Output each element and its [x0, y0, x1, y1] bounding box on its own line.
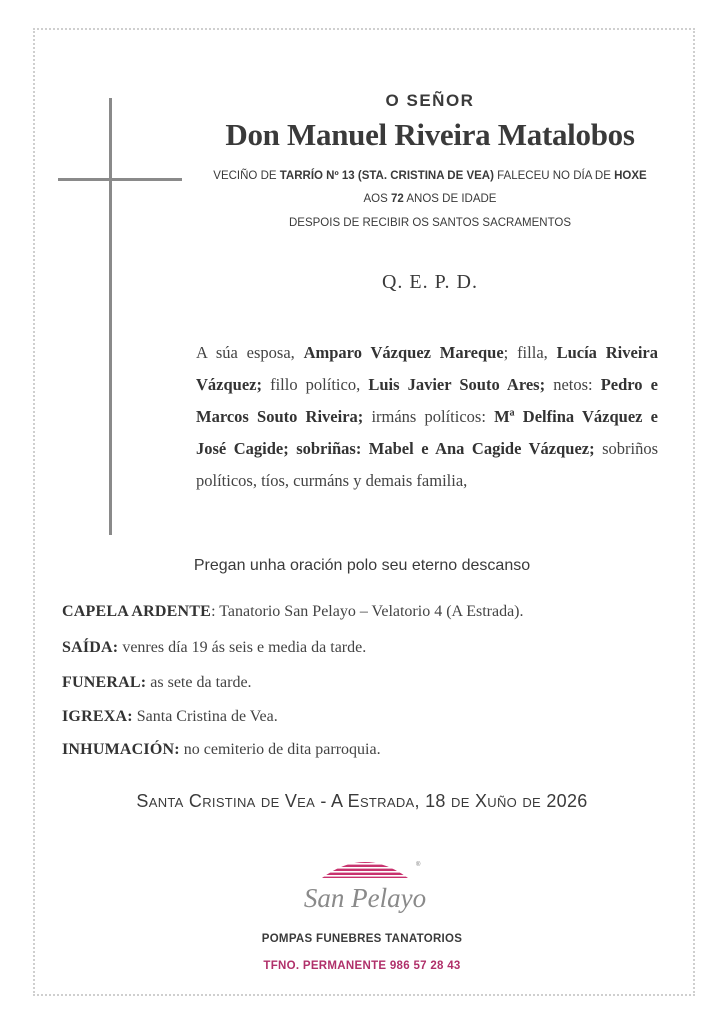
family-name: Luis Javier Souto Ares; [368, 375, 546, 394]
info-label: SAÍDA: [62, 639, 119, 656]
text-segment: ; filla, [503, 343, 557, 362]
family-name: Lucía Riveira Vázquez; [196, 343, 658, 394]
family-name: Mª Delfina Vázquez e José Cagide; sobriñas: Mabel e Ana Cagide Vázquez; [196, 407, 658, 458]
info-text: as sete da tarde. [150, 674, 252, 691]
text-segment: A súa esposa, [196, 343, 304, 362]
info-text: no cemiterio de dita parroquia. [183, 741, 381, 758]
age-line [190, 193, 670, 205]
registered-mark: ® [416, 862, 421, 868]
info-text: venres día 19 ás seis e media da tarde. [122, 639, 367, 656]
info-label: CAPELA ARDENTE [62, 603, 212, 620]
info-label: IGREXA: [62, 708, 133, 725]
info-funeral [62, 674, 252, 692]
text-segment: irmáns políticos: [363, 407, 495, 426]
age-value: 72 [391, 193, 404, 205]
heading-title: O SEÑOR [385, 91, 475, 110]
info-burial [62, 741, 381, 759]
text-segment: VECIÑO DE [213, 170, 280, 182]
info-church [62, 708, 278, 726]
info-departure [62, 639, 366, 657]
cross-horizontal-bar [58, 178, 182, 181]
info-text: Santa Cristina de Vea. [136, 708, 278, 725]
info-label: INHUMACIÓN: [62, 741, 180, 758]
text-segment: ANOS DE IDADE [403, 193, 497, 205]
info-label: FUNERAL: [62, 674, 147, 691]
text-segment: fillo político, [261, 375, 369, 394]
san-pelayo-logo [290, 852, 440, 917]
residence-line [190, 170, 670, 182]
logo-wordmark: San Pelayo [303, 883, 427, 913]
death-day: HOXE [614, 170, 647, 182]
brand-tagline: POMPAS FUNEBRES TANATORIOS [261, 933, 463, 945]
place-and-date: Santa Cristina de Vea - A Estrada, 18 de Xuño de 2026 [136, 791, 588, 811]
text-segment: sobriños políticos, tíos, curmáns y demais familia, [196, 439, 659, 490]
family-paragraph [196, 337, 658, 497]
family-name: Amparo Vázquez Mareque [303, 343, 504, 362]
prayer-line: Pregan unha oración polo seu eterno descanso [193, 557, 531, 574]
logo-sunset-icon [318, 862, 412, 878]
info-chapel [62, 603, 524, 621]
text-segment: AOS [363, 193, 391, 205]
sacraments-line: DESPOIS DE RECIBIR OS SANTOS SACRAMENTOS [288, 217, 572, 229]
phone-number: TFNO. PERMANENTE 986 57 28 43 [263, 960, 461, 972]
text-segment: FALECEU NO DÍA DE [493, 170, 615, 182]
address: TARRÍO Nº 13 (STA. CRISTINA DE VEA) [279, 170, 494, 182]
info-sep: : [211, 603, 220, 620]
info-text: Tanatorio San Pelayo – Velatorio 4 (A Estrada). [219, 603, 524, 620]
text-segment: netos: [545, 375, 601, 394]
qepd: Q. E. P. D. [381, 271, 478, 293]
cross-vertical-bar [109, 98, 112, 535]
deceased-name: Don Manuel Riveira Matalobos [225, 117, 635, 152]
family-name: Pedro e Marcos Souto Riveira; [196, 375, 658, 426]
